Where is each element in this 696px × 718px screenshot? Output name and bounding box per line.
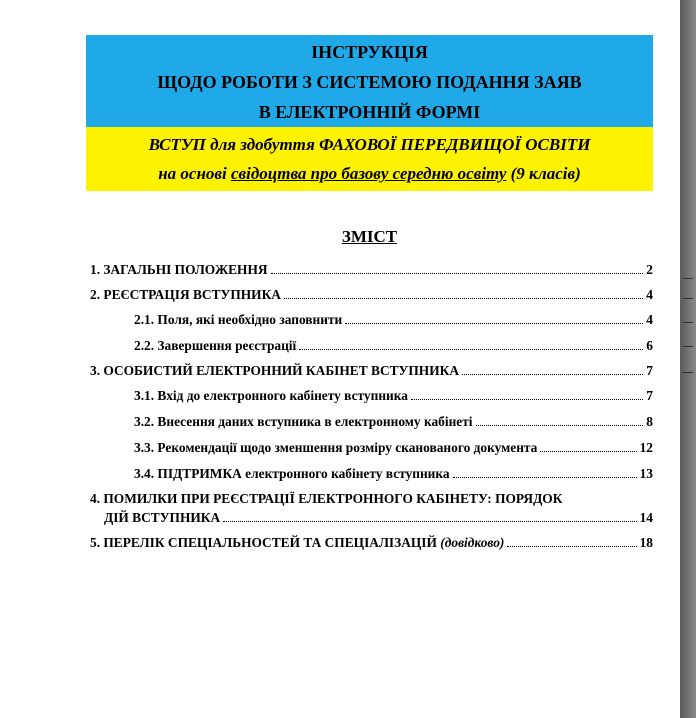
title-line-1: ІНСТРУКЦІЯ (311, 42, 428, 62)
viewer-scroll-strip[interactable] (680, 0, 696, 718)
toc-label-italic: (довідково) (440, 535, 505, 550)
toc-label: 2.1. Поля, які необхідно заповнити (134, 312, 343, 327)
toc-label: 3.1. Вхід до електронного кабінету вступника (134, 388, 408, 403)
toc-leader (462, 374, 643, 375)
toc-label: 2.2. Завершення реєстрації (134, 338, 297, 353)
toc-label: ДІЙ ВСТУПНИКА (104, 510, 221, 525)
toc-label: 3. ОСОБИСТИЙ ЕЛЕКТРОННИЙ КАБІНЕТ ВСТУПНИКА (90, 363, 459, 378)
toc-entry-1[interactable] (90, 262, 653, 278)
toc-entry-5[interactable] (90, 535, 653, 551)
toc-label: 3.3. Рекомендації щодо зменшення розміру сканованого документа (134, 440, 538, 455)
toc-entry-2-1[interactable] (134, 312, 653, 328)
toc-entry-3-2[interactable] (134, 414, 653, 430)
toc-page: 6 (646, 338, 653, 353)
subtitle-underlined: свідоцтва про базову середню освіту (230, 164, 507, 183)
toc-page: 18 (639, 535, 653, 550)
toc-leader (284, 298, 643, 299)
toc-entry-4[interactable] (104, 510, 653, 526)
toc-leader (507, 546, 636, 547)
toc-page: 12 (639, 440, 653, 455)
toc-label: 3.2. Внесення даних вступника в електронному кабінеті (134, 414, 473, 429)
toc-label (90, 535, 504, 551)
toc-entry-3-1[interactable] (134, 388, 653, 404)
scroll-tick (683, 346, 693, 347)
toc-leader (453, 477, 637, 478)
toc-entry-4-line-1[interactable]: 4. ПОМИЛКИ ПРИ РЕЄСТРАЦІЇ ЕЛЕКТРОННОГО КАБІНЕТУ: ПОРЯДОК (90, 491, 563, 506)
subtitle-prefix: на основі (158, 164, 231, 183)
toc-label-text: 5. ПЕРЕЛІК СПЕЦІАЛЬНОСТЕЙ ТА СПЕЦІАЛІЗАЦІЙ (90, 535, 437, 550)
toc-label: 3.4. ПІДТРИМКА електронного кабінету вступника (134, 466, 450, 481)
toc-entry-3-3[interactable] (134, 440, 653, 456)
title-line-3: В ЕЛЕКТРОННІЙ ФОРМІ (258, 102, 481, 122)
toc-page: 4 (646, 287, 653, 302)
toc-leader (476, 425, 644, 426)
toc-leader (271, 273, 644, 274)
toc-entry-3[interactable] (90, 363, 653, 379)
scroll-tick (683, 372, 693, 373)
toc-label: 1. ЗАГАЛЬНІ ПОЛОЖЕННЯ (90, 262, 268, 277)
subtitle-line-1: ВСТУП для здобуття ФАХОВОЇ ПЕРЕДВИЩОЇ ОСВІТИ (148, 135, 591, 154)
toc-entry-2-2[interactable] (134, 338, 653, 354)
toc-leader (299, 349, 643, 350)
toc-label: 2. РЕЄСТРАЦІЯ ВСТУПНИКА (90, 287, 281, 302)
toc-leader (540, 451, 636, 452)
scroll-tick (683, 278, 693, 279)
toc-page: 4 (646, 312, 653, 327)
title-line-2: ЩОДО РОБОТИ З СИСТЕМОЮ ПОДАННЯ ЗАЯВ (157, 72, 582, 92)
toc-entry-2[interactable] (90, 287, 653, 303)
toc-page: 13 (639, 466, 653, 481)
toc-leader (223, 521, 636, 522)
subtitle-suffix: (9 класів) (506, 164, 581, 183)
toc-leader (411, 399, 643, 400)
scroll-tick (683, 298, 693, 299)
toc-title: ЗМІСТ (341, 227, 398, 246)
scroll-tick (683, 322, 693, 323)
toc-page: 14 (639, 510, 653, 525)
toc-entry-3-4[interactable] (134, 466, 653, 482)
toc-page: 7 (646, 363, 653, 378)
toc-page: 7 (646, 388, 653, 403)
toc-page: 8 (646, 414, 653, 429)
toc-leader (345, 323, 643, 324)
toc-page: 2 (646, 262, 653, 277)
